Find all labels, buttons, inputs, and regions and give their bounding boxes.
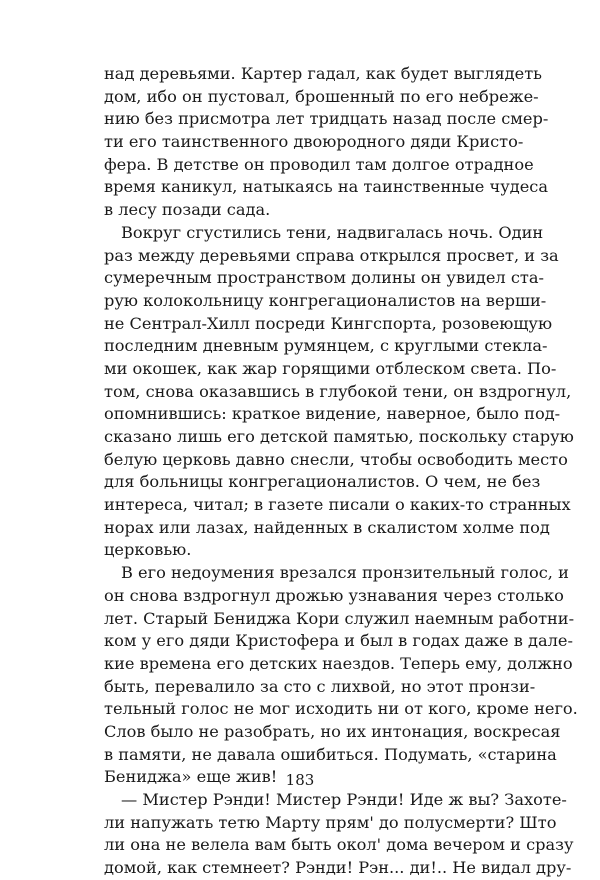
text-line: норах или лазах, найденных в скалистом холме под [104, 517, 550, 537]
text-line: быть, перевалило за сто с лихвой, но этот пронзи- [104, 676, 536, 696]
text-line: опомнившись: краткое видение, наверное, было под- [104, 404, 561, 424]
text-line: над деревьями. Картер гадал, как будет выглядеть [104, 64, 542, 83]
text-line: ли она не велела вам быть окол' дома вечером и сразу [104, 835, 574, 855]
text-line: последним дневным румянцем, с круглыми стекла- [104, 336, 548, 356]
text-line: в лесу позади сада. [104, 200, 271, 220]
text-line: сказано лишь его детской памятью, поскольку старую [104, 427, 574, 446]
text-line: ли напужать тетю Марту прям' до полусмерти? Што [104, 812, 557, 832]
text-line: ком у его дяди Кристофера и был в годах даже в дале- [104, 631, 573, 651]
paragraph-1 [104, 63, 549, 222]
text-line: белую церковь давно снесли, чтобы освободить место [104, 449, 568, 469]
page-body [104, 63, 578, 880]
text-line: В его недоумения врезался пронзительный голос, и [121, 563, 569, 583]
text-line: — Мистер Рэнди! Мистер Рэнди! Иде ж вы? Захоте- [121, 790, 567, 809]
text-line: сумеречным пространством долины он увидел ста- [104, 268, 544, 288]
text-line: интереса, читал; в газете писали о каких-то странных [104, 495, 571, 515]
text-line: том, снова оказавшись в глубокой тени, он вздрогнул, [104, 381, 572, 401]
text-line: кие времена его детских наездов. Теперь ему, должно [104, 653, 573, 673]
text-line: рую колокольницу конгрегационалистов на верши- [104, 290, 547, 310]
text-line: не Сентрал-Хилл посреди Кингспорта, розовеющую [104, 313, 553, 333]
text-line: время каникул, натыкаясь на таинственные чудеса [104, 177, 549, 197]
text-line: Слов было не разобрать, но их интонация, воскресая [104, 721, 561, 741]
text-line: нию без присмотра лет тридцать назад после смер- [104, 109, 549, 129]
text-line: в памяти, не давала ошибиться. Подумать, «старина [104, 744, 557, 764]
text-line: Бениджа» еще жив! [104, 767, 278, 787]
text-line: фера. В детстве он проводил там долгое отрадное [104, 154, 534, 174]
text-line: он снова вздрогнул дрожью узнавания через столько [104, 585, 564, 605]
paragraph-2 [104, 222, 574, 562]
text-line: ти его таинственного двоюродного дяди Кристо- [104, 132, 524, 152]
text-line: ми окошек, как жар горящими отблеском света. По- [104, 358, 557, 378]
paragraph-4 [104, 789, 574, 880]
paragraph-3 [104, 562, 578, 789]
text-line: тельный голос не мог исходить ни от кого, кроме него. [104, 699, 578, 719]
page-number: 183 [285, 771, 315, 789]
text-line: для больницы конгрегационалистов. О чем, не без [104, 472, 541, 492]
text-line: лет. Старый Бениджа Кори служил наемным работни- [104, 608, 575, 628]
text-line: раз между деревьями справа открылся просвет, и за [104, 245, 559, 265]
text-line: Вокруг сгустились тени, надвигалась ночь. Один [121, 222, 544, 242]
text-line: домой, как стемнеет? Рэнди! Рэн... ди!.. Не видал дру- [104, 858, 572, 878]
text-line: церковью. [104, 540, 192, 560]
text-line: дом, ибо он пустовал, брошенный по его небреже- [104, 86, 539, 106]
